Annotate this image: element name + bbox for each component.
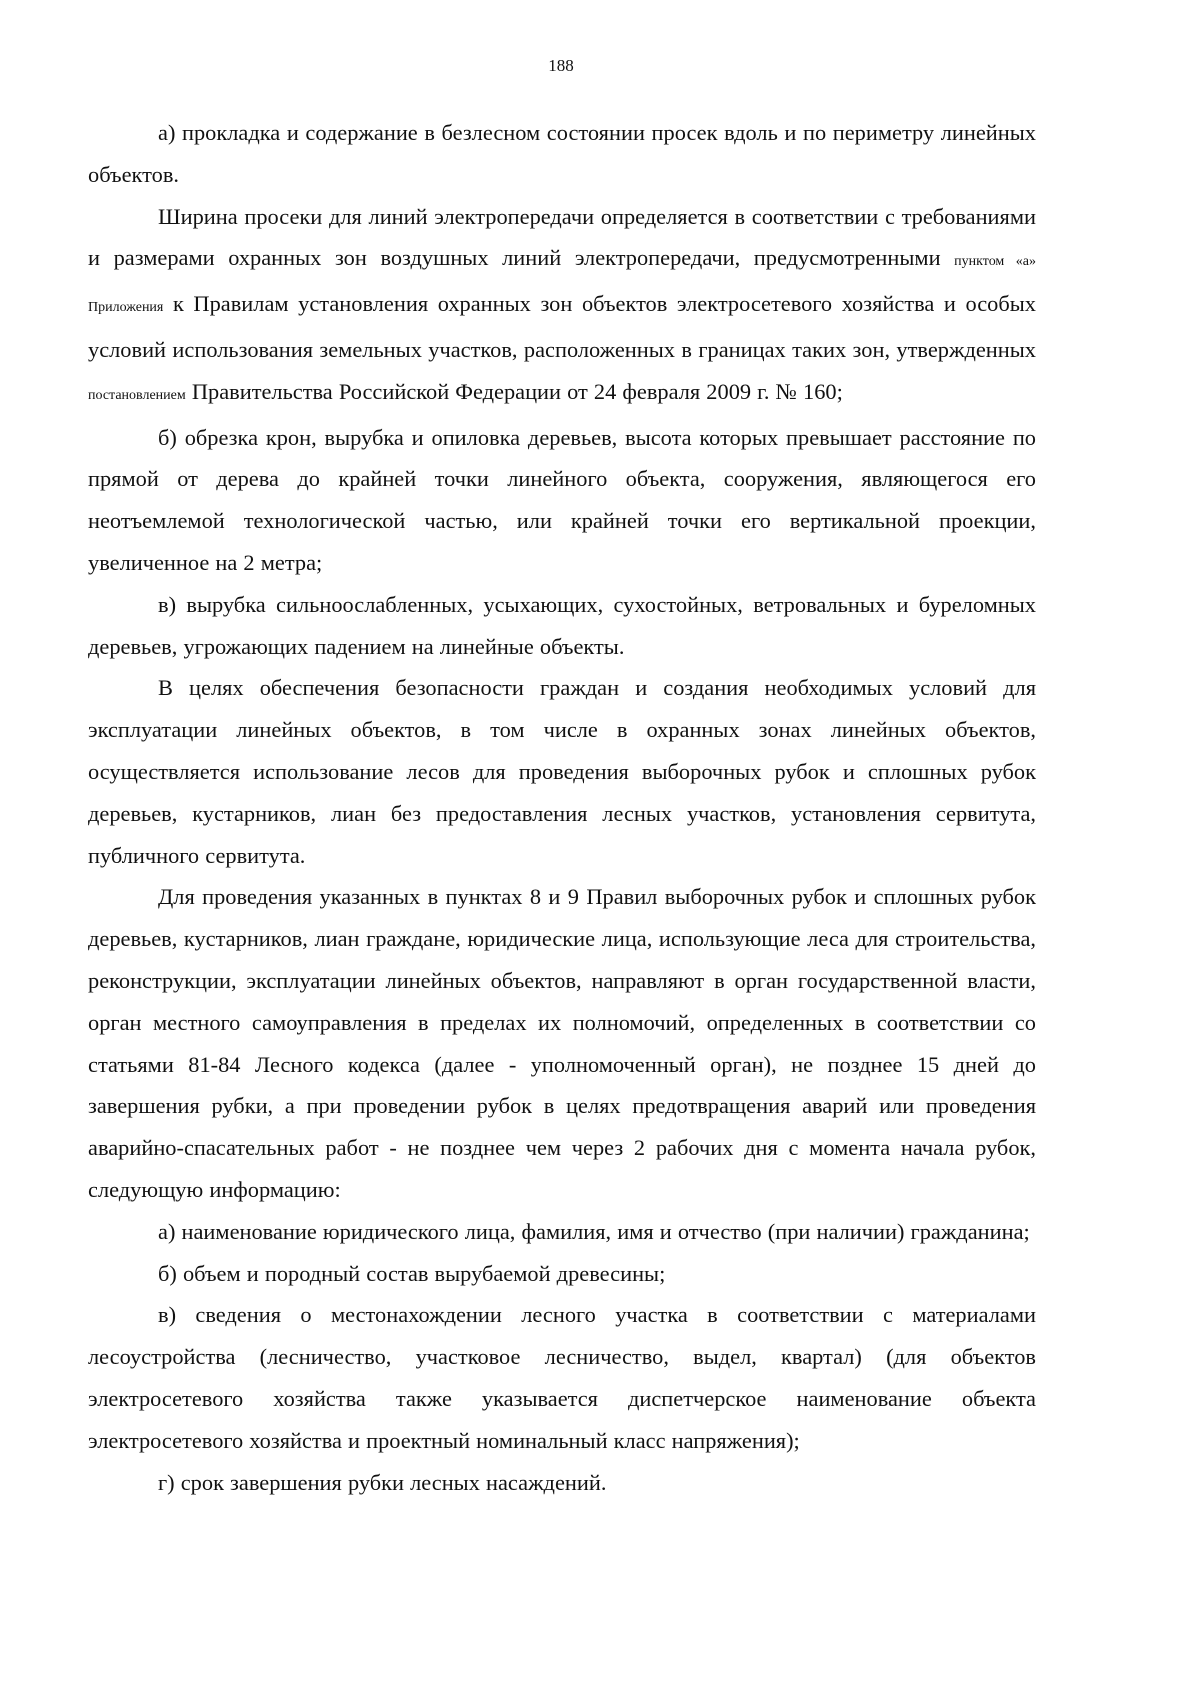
reference-link-text: постановлением xyxy=(88,387,186,403)
document-body xyxy=(88,112,1036,1503)
paragraph-clearing-width xyxy=(88,196,1036,417)
paragraph-notification-requirement: Для проведения указанных в пунктах 8 и 9 Правил выборочных рубок и сплошных рубок деревьев, кустарников, лиан граждане, юридические лица, использующие леса для строительства, реконструкции, эксплуатации линейных объектов, направляют в орган государственной власти, орган местного самоуправления в пределах их полномочий, определенных в соответствии со статьями 81-84 Лесного кодекса (далее - уполномоченный орган), не позднее 15 дней до завершения рубки, а при проведении рубок в целях предотвращения аварий или проведения аварийно-спасательных работ - не позднее чем через 2 рабочих дня с момента начала рубок, следующую информацию: xyxy=(88,884,1036,1202)
text-run: Правительства Российской Федерации от 24 февраля 2009 г. № 160; xyxy=(185,378,843,404)
text-run: Ширина просеки для линий электропередачи определяется в соответствии с требованиями и размерами охранных зон воздушных линий электропередачи, предусмотренными xyxy=(88,203,1036,271)
paragraph-clearing: а) прокладка и содержание в безлесном состоянии просек вдоль и по периметру линейных объектов. xyxy=(88,120,1036,187)
text-run: к Правилам установления охранных зон объектов электросетевого хозяйства и особых условий использования земельных участков, расположенных в границах таких зон, утвержденных xyxy=(88,291,1036,362)
paragraph-weakened-trees: в) вырубка сильноослабленных, усыхающих, сухостойных, ветровальных и буреломных деревьев, угрожающих падением на линейные объекты. xyxy=(88,591,1036,659)
reference-link-text: пунктом «а» Приложения xyxy=(88,254,1036,316)
paragraph-item-deadline: г) срок завершения рубки лесных насаждений. xyxy=(158,1469,607,1495)
paragraph-item-location: в) сведения о местонахождении лесного участка в соответствии с материалами лесоустройства (лесничество, участковое лесничество, выдел, квартал) (для объектов электросетевого хозяйства также указывается диспетчерское наименование объекта электросетевого хозяйства и проектный номинальный класс напряжения); xyxy=(88,1302,1036,1453)
paragraph-crown-trimming: б) обрезка крон, вырубка и опиловка деревьев, высота которых превышает расстояние по прямой от дерева до крайней точки линейного объекта, сооружения, являющегося его неотъемлемой технологической частью, или крайней точки его вертикальной проекции, увеличенное на 2 метра; xyxy=(88,424,1036,575)
page-number: 188 xyxy=(548,56,574,75)
paragraph-item-volume: б) объем и породный состав вырубаемой древесины; xyxy=(158,1260,666,1286)
paragraph-safety-purposes: В целях обеспечения безопасности граждан и создания необходимых условий для эксплуатации линейных объектов, в том числе в охранных зонах линейных объектов, осуществляется использование лесов для проведения выборочных рубок и сплошных рубок деревьев, кустарников, лиан без предоставления лесных участков, установления сервитута, публичного сервитута. xyxy=(88,675,1036,868)
paragraph-item-name: а) наименование юридического лица, фамилия, имя и отчество (при наличии) гражданина; xyxy=(158,1218,1030,1244)
